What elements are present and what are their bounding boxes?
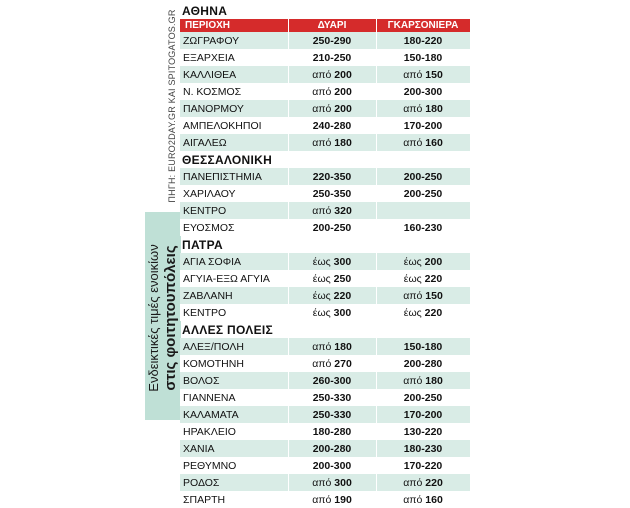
column-divider [288,219,289,236]
two-room-price [288,426,376,438]
header-studio: ΓΚΑΡΣΟΝΙΕΡΑ [387,20,459,31]
price-value: 130-220 [403,425,443,438]
price-qualifier: από [403,68,426,81]
column-divider [288,304,289,321]
table-row [180,100,470,117]
two-room-price [288,120,376,132]
price-value: 170-200 [403,119,443,132]
column-divider [376,457,377,474]
studio-price [376,358,470,370]
price-qualifier: έως [403,255,425,268]
price-value: 200-250 [403,391,443,404]
price-value: 260-300 [312,374,352,387]
column-divider [288,457,289,474]
table-row [180,338,470,355]
column-divider [288,134,289,151]
table-row [180,32,470,49]
area-name: ΡΟΔΟΣ [183,476,220,489]
price-qualifier: από [403,102,426,115]
column-divider [288,117,289,134]
area-name: ΚΟΜΟΤΗΝΗ [183,357,244,370]
table-row [180,491,470,508]
area-name: ΠΑΝΕΠΙΣΤΗΜΙΑ [183,170,262,183]
price-value: 180 [425,102,443,115]
table-row [180,219,470,236]
column-divider [376,474,377,491]
two-room-price [288,137,376,149]
price-value: 180-230 [403,442,443,455]
two-room-price [288,273,376,285]
price-value: 200 [424,255,443,268]
two-room-price [288,205,376,217]
price-qualifier: από [312,340,335,353]
table-header [180,19,470,32]
area-name: ΠΑΝΟΡΜΟΥ [183,102,244,115]
column-divider [288,270,289,287]
two-room-price [288,69,376,81]
column-divider [288,287,289,304]
price-qualifier: από [312,357,335,370]
price-qualifier: έως [403,306,425,319]
column-divider [288,19,289,32]
area-name: ΖΑΒΛΑΝΗ [183,289,233,302]
area-name: ΧΑΝΙΑ [183,442,215,455]
studio-price [376,69,470,81]
area-name: ΕΥΟΣΜΟΣ [183,221,235,234]
header-two-room: ΔΥΑΡΙ [317,20,347,31]
two-room-price [288,341,376,353]
area-name: ΣΠΑΡΤΗ [183,493,226,506]
column-divider [376,406,377,423]
two-room-price [288,477,376,489]
table-row [180,440,470,457]
price-qualifier: έως [312,272,334,285]
studio-price [376,409,470,421]
column-divider [288,202,289,219]
table-row [180,474,470,491]
column-divider [376,202,377,219]
area-name: ΧΑΡΙΛΑΟΥ [183,187,236,200]
table-row [180,406,470,423]
area-name: ΓΙΑΝΝΕΝΑ [183,391,236,404]
column-divider [376,253,377,270]
column-divider [376,66,377,83]
price-value: 250-350 [312,187,352,200]
two-room-price [288,86,376,98]
price-value: 320 [334,204,352,217]
price-value: 300 [333,306,352,319]
column-divider [376,219,377,236]
table-row [180,202,470,219]
two-room-price [288,35,376,47]
two-room-price [288,188,376,200]
price-value: 180-220 [403,34,443,47]
studio-price [376,35,470,47]
column-divider [288,83,289,100]
two-room-price [288,409,376,421]
price-value: 200-250 [403,170,443,183]
table-row [180,389,470,406]
studio-price [376,188,470,200]
area-name: ΑΓΙΑ ΣΟΦΙΑ [183,255,242,268]
column-divider [288,338,289,355]
studio-price [376,460,470,472]
price-value: 180 [425,374,443,387]
column-divider [376,117,377,134]
table-row [180,270,470,287]
area-name: Ν. ΚΟΣΜΟΣ [183,85,242,98]
price-value: 200 [334,68,352,81]
price-qualifier: από [403,289,426,302]
area-name: ΚΑΛΑΜΑΤΑ [183,408,239,421]
two-room-price [288,443,376,455]
area-name: ΒΟΛΟΣ [183,374,220,387]
price-value: 150-180 [403,340,443,353]
source-credit: ΠΗΓΗ: EURO2DAY.GR ΚΑΙ SPITOGATOS.GR [167,9,177,203]
price-value: 160-230 [403,221,443,234]
price-value: 180-280 [312,425,352,438]
column-divider [288,440,289,457]
column-divider [376,338,377,355]
column-divider [376,49,377,66]
column-divider [288,253,289,270]
column-divider [288,185,289,202]
price-value: 250 [333,272,352,285]
table-row [180,372,470,389]
area-name: ΚΕΝΤΡΟ [183,306,227,319]
title-line-2: στις φοιτητουπόλεις [162,245,179,391]
price-value: 220 [424,306,443,319]
price-value: 250-330 [312,408,352,421]
price-value: 220 [425,476,443,489]
city-heading: ΠΑΤΡΑ [182,237,223,252]
table-row [180,83,470,100]
column-divider [376,287,377,304]
studio-price [376,477,470,489]
studio-price [376,443,470,455]
studio-price [376,171,470,183]
studio-price [376,494,470,506]
table-row [180,49,470,66]
infographic-title [146,244,180,391]
column-divider [376,168,377,185]
table-row [180,423,470,440]
two-room-price [288,358,376,370]
column-divider [288,406,289,423]
area-name: ΚΕΝΤΡΟ [183,204,227,217]
price-value: 220 [333,289,352,302]
price-value: 300 [333,255,352,268]
column-divider [288,168,289,185]
column-divider [376,372,377,389]
column-divider [288,32,289,49]
price-value: 250-330 [312,391,352,404]
column-divider [288,49,289,66]
price-value: 160 [425,136,443,149]
table-row [180,355,470,372]
price-value: 300 [334,476,352,489]
column-divider [376,134,377,151]
price-value: 200-250 [403,187,443,200]
table-row [180,134,470,151]
two-room-price [288,256,376,268]
two-room-price [288,375,376,387]
column-divider [376,440,377,457]
area-name: ΑΙΓΑΛΕΩ [183,136,227,149]
price-value: 150-180 [403,51,443,64]
area-name: ΡΕΘΥΜΝΟ [183,459,237,472]
price-value: 150 [425,289,443,302]
price-value: 200-300 [403,85,443,98]
column-divider [288,100,289,117]
studio-price [376,307,470,319]
column-divider [288,389,289,406]
column-divider [288,491,289,508]
price-value: 180 [334,136,352,149]
studio-price [376,103,470,115]
rent-table [180,0,470,506]
table-row [180,287,470,304]
column-divider [288,474,289,491]
price-qualifier: από [403,493,426,506]
column-divider [376,491,377,508]
studio-price [376,375,470,387]
price-value: 200 [334,102,352,115]
column-divider [376,270,377,287]
city-heading: ΘΕΣΣΑΛΟΝΙΚΗ [182,152,273,167]
city-heading: ΑΘΗΝΑ [182,3,228,18]
price-value: 180 [334,340,352,353]
table-row [180,253,470,270]
price-value: 220 [424,272,443,285]
area-name: ΑΛΕΞ/ΠΟΛΗ [183,340,244,353]
price-qualifier: έως [312,255,334,268]
price-value: 200-300 [312,459,352,472]
price-qualifier: από [312,136,335,149]
price-value: 170-200 [403,408,443,421]
price-value: 160 [425,493,443,506]
price-qualifier: από [403,136,426,149]
price-qualifier: από [312,102,335,115]
price-value: 200-280 [403,357,443,370]
price-value: 270 [334,357,352,370]
price-value: 190 [334,493,352,506]
two-room-price [288,222,376,234]
column-divider [376,304,377,321]
two-room-price [288,392,376,404]
price-value: 170-220 [403,459,443,472]
two-room-price [288,290,376,302]
table-row [180,304,470,321]
column-divider [288,372,289,389]
column-divider [376,389,377,406]
table-row [180,66,470,83]
studio-price [376,273,470,285]
price-value: 150 [425,68,443,81]
two-room-price [288,460,376,472]
table-row [180,185,470,202]
column-divider [288,66,289,83]
price-qualifier: έως [403,272,425,285]
price-qualifier: από [312,493,335,506]
column-divider [288,355,289,372]
price-qualifier: από [312,68,335,81]
table-row [180,457,470,474]
header-area: ΠΕΡΙΟΧΗ [185,20,231,31]
table-row [180,117,470,134]
two-room-price [288,171,376,183]
two-room-price [288,494,376,506]
price-value: 210-250 [312,51,352,64]
city-heading: ΑΛΛΕΣ ΠΟΛΕΙΣ [182,322,274,337]
price-value: 250-290 [312,34,352,47]
price-qualifier: από [312,85,335,98]
price-qualifier: από [312,476,335,489]
studio-price [376,290,470,302]
studio-price [376,86,470,98]
price-qualifier: από [403,374,426,387]
two-room-price [288,103,376,115]
price-value: 200 [334,85,352,98]
price-value: 200-250 [312,221,352,234]
studio-price [376,426,470,438]
column-divider [376,423,377,440]
area-name: ΕΞΑΡΧΕΙΑ [183,51,235,64]
area-name: ΗΡΑΚΛΕΙΟ [183,425,236,438]
title-line-1: Ενδεικτικές τιμές ενοικίων [146,244,161,392]
column-divider [376,83,377,100]
area-name: ΑΜΠΕΛΟΚΗΠΟΙ [183,119,262,132]
price-value: 220-350 [312,170,352,183]
studio-price [376,137,470,149]
studio-price [376,341,470,353]
price-qualifier: από [403,476,426,489]
area-name: ΚΑΛΛΙΘΕΑ [183,68,237,81]
price-qualifier: από [312,204,335,217]
price-value: 200-280 [312,442,352,455]
price-qualifier: έως [312,306,334,319]
column-divider [376,355,377,372]
studio-price [376,120,470,132]
studio-price [376,222,470,234]
column-divider [376,100,377,117]
column-divider [376,185,377,202]
studio-price [376,256,470,268]
column-divider [376,19,377,32]
area-name: ΖΩΓΡΑΦΟΥ [183,34,240,47]
two-room-price [288,307,376,319]
column-divider [288,423,289,440]
price-value: 240-280 [312,119,352,132]
studio-price [376,392,470,404]
studio-price [376,52,470,64]
table-row [180,168,470,185]
column-divider [376,32,377,49]
two-room-price [288,52,376,64]
area-name: ΑΓΥΙΑ-ΕΞΩ ΑΓΥΙΑ [183,272,270,285]
price-qualifier: έως [312,289,334,302]
